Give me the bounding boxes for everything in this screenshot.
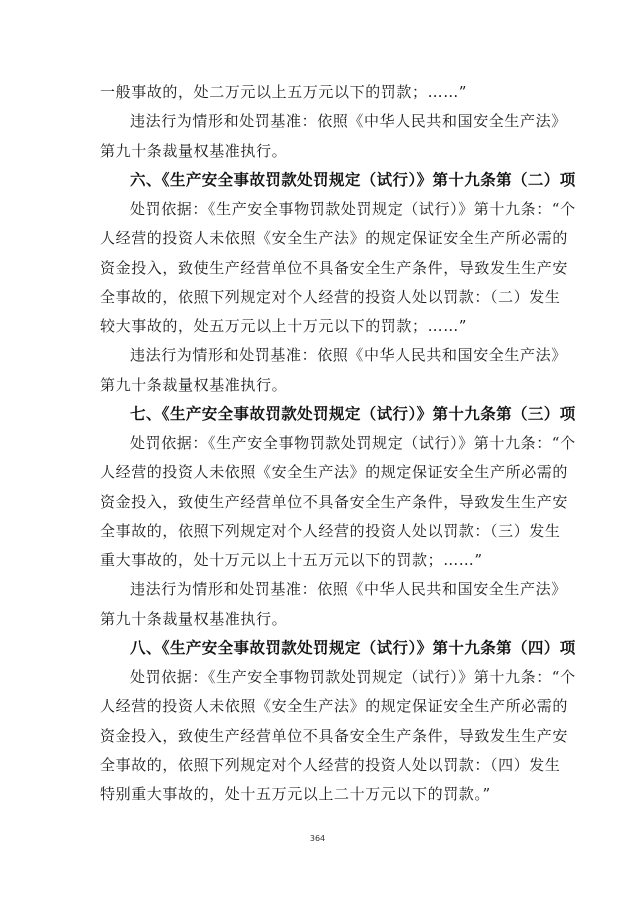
text-line: 违法行为情形和处罚基准：依照《中华人民共和国安全生产法》 [130,346,567,365]
text-line: 违法行为情形和处罚基准：依照《中华人民共和国安全生产法》 [130,580,567,599]
text-line: 违法行为情形和处罚基准：依照《中华人民共和国安全生产法》 [130,112,567,131]
text-line: 处罚依据：《生产安全事物罚款处罚规定（试行）》第十九条：“个 [130,200,576,218]
page-number: 364 [309,834,326,843]
text-line: 全事故的，依照下列规定对个人经营的投资人处以罚款：（二）发生 [100,287,561,306]
text-line: 全事故的，依照下列规定对个人经营的投资人处以罚款：（三）发生 [100,521,561,540]
text-line: 处罚依据：《生产安全事物罚款处罚规定（试行）》第十九条：“个 [130,668,576,686]
text-line: 特别重大事故的，处十五万元以上二十万元以下的罚款。” [100,785,491,803]
text-line: 一般事故的，处二万元以上五万元以下的罚款；……” [100,83,468,101]
text-line: 资金投入，致使生产经营单位不具备安全生产条件，导致发生生产安 [100,492,569,511]
text-line: 人经营的投资人未依照《安全生产法》的规定保证安全生产所必需的 [100,463,569,482]
text-line: 资金投入，致使生产经营单位不具备安全生产条件，导致发生生产安 [100,258,569,277]
text-line: 人经营的投资人未依照《安全生产法》的规定保证安全生产所必需的 [100,229,569,248]
text-line: 重大事故的，处十万元以上十五万元以下的罚款；……” [100,551,483,569]
section-heading: 六、《生产安全事故罚款处罚规定（试行）》第十九条第（二）项 [130,169,576,189]
section-heading: 八、《生产安全事故罚款处罚规定（试行）》第十九条第（四）项 [130,637,576,657]
text-line: 较大事故的，处五万元以上十万元以下的罚款；……” [100,317,468,335]
text-line: 人经营的投资人未依照《安全生产法》的规定保证安全生产所必需的 [100,697,569,716]
text-line: 处罚依据：《生产安全事物罚款处罚规定（试行）》第十九条：“个 [130,434,576,452]
text-line: 第九十条裁量权基准执行。 [100,609,288,628]
text-line: 第九十条裁量权基准执行。 [100,375,288,394]
text-line: 全事故的，依照下列规定对个人经营的投资人处以罚款：（四）发生 [100,755,561,774]
text-line: 资金投入，致使生产经营单位不具备安全生产条件，导致发生生产安 [100,726,569,745]
text-line: 第九十条裁量权基准执行。 [100,141,288,160]
section-heading: 七、《生产安全事故罚款处罚规定（试行）》第十九条第（三）项 [130,403,576,423]
